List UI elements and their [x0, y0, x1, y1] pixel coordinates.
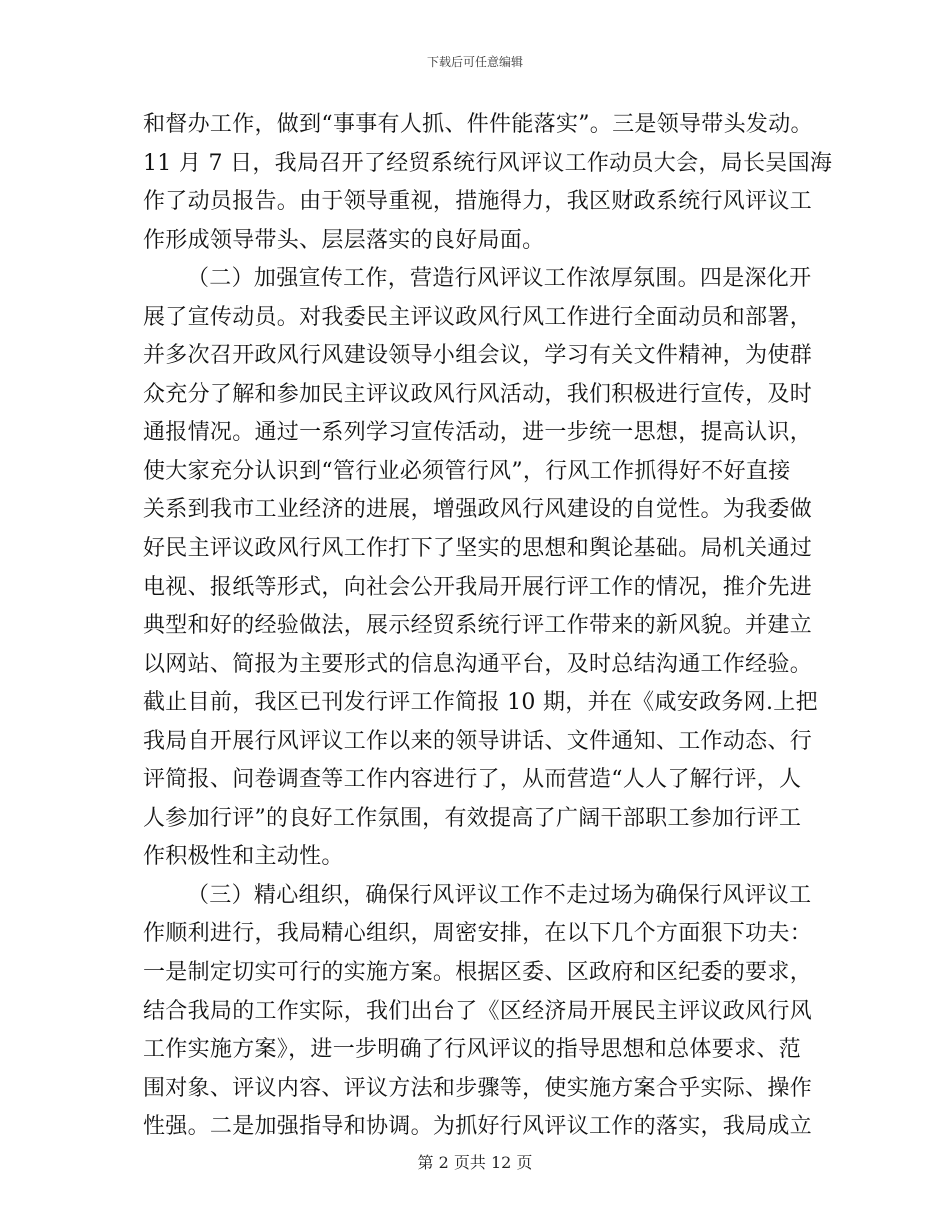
text-line: 工作实施方案》，进一步明确了行风评议的指导思想和总体要求、范: [143, 1037, 802, 1063]
text-line: 并多次召开政风行风建设领导小组会议，学习有关文件精神，为使群: [143, 343, 813, 369]
text-line: 我局自开展行风评议工作以来的领导讲话、文件通知、工作动态、行: [143, 728, 813, 754]
text-line: 一是制定切实可行的实施方案。根据区委、区政府和区纪委的要求，: [143, 960, 813, 986]
section-heading-line: （三）精心组织，确保行风评议工作不走过场为确保行风评议工: [187, 882, 812, 908]
page-number-footer: 第 2 页共 12 页: [417, 1153, 533, 1172]
document-body: [143, 106, 833, 1147]
text-line: 作积极性和主动性。: [143, 844, 344, 870]
text-line: 以网站、简报为主要形式的信息沟通平台，及时总结沟通工作经验。: [143, 651, 813, 677]
text-line: 作了动员报告。由于领导重视，措施得力，我区财政系统行风评议工: [143, 189, 813, 215]
text-line: 性强。二是加强指导和协调。为抓好行风评议工作的落实，我局成立: [143, 1114, 813, 1140]
text-line: 评简报、问卷调查等工作内容进行了，从而营造“人人了解行评，人: [143, 767, 802, 793]
text-line: 结合我局的工作实际，我们出台了《区经济局开展民主评议政风行风: [143, 998, 813, 1024]
section-heading-line: （二）加强宣传工作，营造行风评议工作浓厚氛围。四是深化开: [187, 266, 812, 292]
text-line: 通报情况。通过一系列学习宣传活动，进一步统一思想，提高认识，: [143, 420, 813, 446]
text-line: 作顺利进行，我局精心组织，周密安排，在以下几个方面狠下功夫：: [143, 921, 813, 947]
text-line: 和督办工作，做到“事事有人抓、件件能落实”。三是领导带头发动。: [143, 112, 813, 137]
text-line: 围对象、评议内容、评议方法和步骤等，使实施方案合乎实际、操作: [143, 1075, 813, 1101]
text-line: 关系到我市工业经济的进展，增强政风行风建设的自觉性。为我委做: [143, 497, 813, 523]
text-line: 典型和好的经验做法，展示经贸系统行评工作带来的新风貌。并建立: [143, 613, 813, 639]
text-line: 11 月 7 日，我局召开了经贸系统行风评议工作动员大会，局长吴国海: [143, 150, 833, 176]
text-line: 截止目前，我区已刊发行评工作简报 10 期，并在《咸安政务网.上把: [143, 690, 818, 716]
text-line: 电视、报纸等形式，向社会公开我局开展行评工作的情况，推介先进: [143, 574, 813, 600]
text-line: 使大家充分认识到“管行业必须管行风”，行风工作抓得好不好直接: [143, 458, 791, 484]
text-line: 众充分了解和参加民主评议政风行风活动，我们积极进行宣传，及时: [143, 381, 813, 407]
text-line: 人参加行评”的良好工作氛围，有效提高了广阔干部职工参加行评工: [143, 805, 802, 831]
text-line: 作形成领导带头、层层落实的良好局面。: [143, 227, 545, 253]
text-line: 展了宣传动员。对我委民主评议政风行风工作进行全面动员和部署，: [143, 304, 813, 330]
text-line: 好民主评议政风行风工作打下了坚实的思想和舆论基础。局机关通过: [143, 536, 813, 562]
page-header: 下载后可任意编辑: [426, 55, 523, 69]
